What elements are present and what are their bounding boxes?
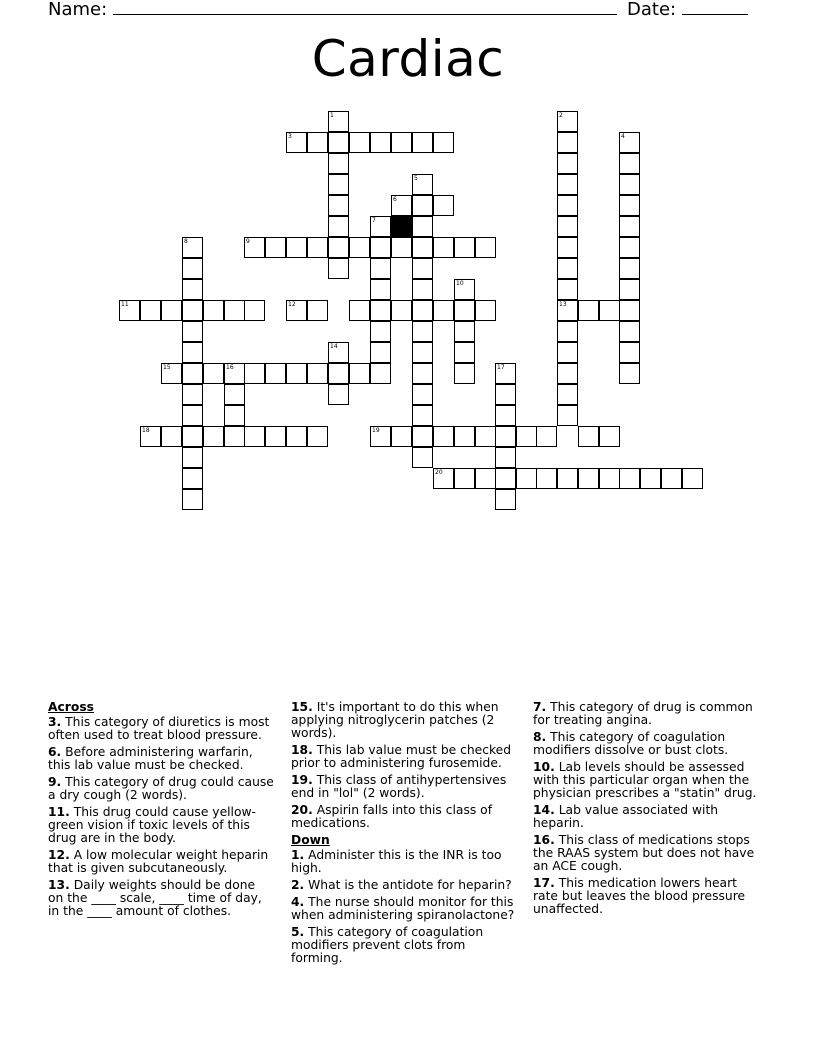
grid-cell[interactable] — [307, 426, 328, 447]
grid-cell[interactable] — [433, 195, 454, 216]
clue-item — [533, 701, 759, 727]
grid-cell[interactable] — [328, 153, 349, 174]
clue-item — [291, 701, 517, 740]
clue-item — [48, 746, 274, 772]
grid-cell[interactable] — [391, 426, 412, 447]
grid-cell[interactable] — [454, 321, 475, 342]
clue-item — [291, 744, 517, 770]
grid-cell[interactable] — [495, 468, 516, 489]
clue-number: 8. — [533, 730, 547, 744]
grid-cell[interactable] — [307, 300, 328, 321]
grid-cell[interactable] — [557, 384, 578, 405]
clue-number-label: 18 — [142, 427, 150, 434]
clue-number: 17. — [533, 876, 555, 890]
grid-cell[interactable] — [224, 426, 245, 447]
clues-column-1 — [48, 701, 274, 922]
clue-number-label: 4 — [621, 133, 625, 140]
grid-cell[interactable] — [224, 384, 245, 405]
grid-cell[interactable] — [578, 426, 599, 447]
grid-cell[interactable] — [412, 384, 433, 405]
clue-number: 14. — [533, 803, 555, 817]
grid-cell[interactable] — [391, 132, 412, 153]
grid-cell[interactable] — [370, 342, 391, 363]
clue-item — [291, 896, 517, 922]
grid-cell[interactable] — [224, 405, 245, 426]
grid-cell[interactable] — [182, 426, 203, 447]
grid-cell[interactable] — [619, 153, 640, 174]
grid-cell[interactable] — [182, 447, 203, 468]
grid-cell[interactable] — [557, 363, 578, 384]
clue-number: 11. — [48, 805, 70, 819]
clue-text: This category of diuretics is most often used to treat blood pressure. — [48, 715, 270, 742]
grid-cell[interactable] — [412, 342, 433, 363]
grid-cell[interactable] — [454, 342, 475, 363]
name-label: Name: — [48, 0, 108, 20]
clue-number-label: 10 — [456, 280, 464, 287]
clue-number: 9. — [48, 775, 62, 789]
grid-cell[interactable] — [412, 426, 433, 447]
grid-cell[interactable] — [328, 384, 349, 405]
grid-cell[interactable] — [619, 363, 640, 384]
date-label: Date: — [627, 0, 677, 20]
grid-cell[interactable] — [203, 300, 224, 321]
clue-number-label: 12 — [288, 301, 296, 308]
clue-item — [48, 849, 274, 875]
grid-cell[interactable] — [454, 237, 475, 258]
clue-number: 12. — [48, 848, 70, 862]
clue-text: Daily weights should be done on the ____ scale, ____ time of day, in the ____ amount of clothes. — [48, 878, 262, 918]
clue-number: 1. — [291, 848, 305, 862]
clue-text: This category of coagulation modifiers prevent clots from forming. — [291, 925, 484, 965]
grid-cell[interactable] — [140, 300, 161, 321]
grid-cell[interactable] — [412, 195, 433, 216]
grid-cell[interactable] — [412, 405, 433, 426]
grid-cell[interactable] — [244, 426, 265, 447]
grid-cell[interactable] — [203, 426, 224, 447]
grid-cell[interactable] — [328, 258, 349, 279]
grid-cell[interactable] — [557, 279, 578, 300]
grid-cell[interactable] — [370, 321, 391, 342]
grid-cell-blocked — [391, 216, 412, 237]
clue-text: This class of medications stops the RAAS system but does not have an ACE cough. — [533, 833, 755, 873]
clue-number-label: 5 — [414, 175, 418, 182]
grid-cell[interactable] — [328, 216, 349, 237]
clue-number: 2. — [291, 878, 305, 892]
clues-column-2 — [291, 701, 517, 969]
clue-number-label: 17 — [497, 364, 505, 371]
grid-cell[interactable] — [516, 426, 537, 447]
grid-cell[interactable] — [349, 363, 370, 384]
clue-item — [533, 877, 759, 916]
grid-cell[interactable] — [265, 237, 286, 258]
grid-cell[interactable] — [557, 195, 578, 216]
clues-column-3 — [533, 701, 759, 920]
grid-cell[interactable] — [286, 237, 307, 258]
grid-cell[interactable] — [412, 300, 433, 321]
clue-text: A low molecular weight heparin that is given subcutaneously. — [48, 848, 269, 875]
grid-cell[interactable] — [536, 426, 557, 447]
grid-cell[interactable] — [349, 300, 370, 321]
clue-number: 20. — [291, 803, 313, 817]
grid-cell[interactable] — [599, 300, 620, 321]
clue-number: 7. — [533, 700, 547, 714]
grid-cell[interactable] — [412, 216, 433, 237]
clue-item — [48, 776, 274, 802]
grid-cell[interactable] — [619, 300, 640, 321]
grid-cell[interactable] — [557, 153, 578, 174]
clue-number-label: 7 — [372, 217, 376, 224]
grid-cell[interactable] — [412, 237, 433, 258]
grid-cell[interactable] — [349, 132, 370, 153]
grid-cell[interactable] — [599, 468, 620, 489]
clue-number-label: 16 — [226, 364, 234, 371]
grid-cell[interactable] — [640, 468, 661, 489]
clue-item — [533, 761, 759, 800]
grid-cell[interactable] — [454, 468, 475, 489]
clue-item — [291, 804, 517, 830]
down-heading: Down — [291, 833, 330, 847]
clue-number-label: 9 — [246, 238, 250, 245]
clue-item — [291, 849, 517, 875]
clue-number: 19. — [291, 773, 313, 787]
clue-item — [48, 806, 274, 845]
grid-cell[interactable] — [475, 468, 496, 489]
clue-number: 18. — [291, 743, 313, 757]
grid-cell[interactable] — [286, 426, 307, 447]
clue-text: It's important to do this when applying nitroglycerin patches (2 words). — [291, 700, 499, 740]
clue-text: The nurse should monitor for this when administering spiranolactone? — [291, 895, 515, 922]
grid-cell[interactable] — [370, 258, 391, 279]
grid-cell[interactable] — [412, 363, 433, 384]
clue-number: 5. — [291, 925, 305, 939]
grid-cell[interactable] — [619, 279, 640, 300]
grid-cell[interactable] — [182, 468, 203, 489]
clue-item — [533, 834, 759, 873]
grid-cell[interactable] — [286, 363, 307, 384]
grid-cell[interactable] — [619, 258, 640, 279]
clue-text: Lab value associated with heparin. — [533, 803, 719, 830]
grid-cell[interactable] — [495, 426, 516, 447]
clue-text: This drug could cause yellow-green vision if toxic levels of this drug are in the body. — [48, 805, 256, 845]
grid-cell[interactable] — [328, 174, 349, 195]
grid-cell[interactable] — [557, 174, 578, 195]
page-title: Cardiac — [311, 30, 505, 88]
clue-item — [291, 926, 517, 965]
grid-cell[interactable] — [412, 447, 433, 468]
clue-text: This category of drug could cause a dry cough (2 words). — [48, 775, 274, 802]
grid-cell[interactable] — [682, 468, 703, 489]
grid-cell[interactable] — [516, 468, 537, 489]
grid-cell[interactable] — [391, 300, 412, 321]
grid-cell[interactable] — [557, 321, 578, 342]
grid-cell[interactable] — [557, 216, 578, 237]
grid-cell[interactable] — [578, 468, 599, 489]
grid-cell[interactable] — [557, 237, 578, 258]
grid-cell[interactable] — [578, 300, 599, 321]
grid-cell[interactable] — [536, 468, 557, 489]
grid-cell[interactable] — [182, 279, 203, 300]
clue-number-label: 2 — [559, 112, 563, 119]
grid-cell[interactable] — [349, 237, 370, 258]
grid-cell[interactable] — [244, 300, 265, 321]
grid-cell[interactable] — [182, 258, 203, 279]
grid-cell[interactable] — [433, 426, 454, 447]
grid-cell[interactable] — [619, 342, 640, 363]
clue-number-label: 15 — [163, 364, 171, 371]
grid-cell[interactable] — [454, 300, 475, 321]
grid-cell[interactable] — [182, 363, 203, 384]
clue-number-label: 8 — [184, 238, 188, 245]
clue-number-label: 13 — [559, 301, 567, 308]
clue-number: 10. — [533, 760, 555, 774]
grid-cell[interactable] — [619, 174, 640, 195]
clue-text: This category of drug is common for treating angina. — [533, 700, 753, 727]
clue-number-label: 20 — [435, 469, 443, 476]
grid-cell[interactable] — [182, 342, 203, 363]
clue-number: 3. — [48, 715, 62, 729]
grid-cell[interactable] — [370, 363, 391, 384]
grid-cell[interactable] — [307, 363, 328, 384]
clue-text: Administer this is the INR is too high. — [291, 848, 502, 875]
grid-cell[interactable] — [244, 363, 265, 384]
grid-cell[interactable] — [161, 300, 182, 321]
clue-item — [533, 731, 759, 757]
grid-cell[interactable] — [328, 237, 349, 258]
clue-text: This class of antihypertensives end in "lol" (2 words). — [291, 773, 507, 800]
clue-item — [291, 879, 517, 892]
grid-cell[interactable] — [557, 132, 578, 153]
clue-number-label: 19 — [372, 427, 380, 434]
grid-cell[interactable] — [454, 426, 475, 447]
clue-item — [533, 804, 759, 830]
clue-text: Lab levels should be assessed with this particular organ when the physician prescribes a "statin" drug. — [533, 760, 757, 800]
grid-cell[interactable] — [619, 468, 640, 489]
grid-cell[interactable] — [307, 237, 328, 258]
grid-cell[interactable] — [412, 321, 433, 342]
clue-number-label: 3 — [288, 133, 292, 140]
grid-cell[interactable] — [619, 321, 640, 342]
grid-cell[interactable] — [495, 405, 516, 426]
grid-cell[interactable] — [370, 279, 391, 300]
grid-cell[interactable] — [433, 237, 454, 258]
grid-cell[interactable] — [495, 384, 516, 405]
clue-number: 4. — [291, 895, 305, 909]
grid-cell[interactable] — [619, 195, 640, 216]
grid-cell[interactable] — [307, 132, 328, 153]
clue-number-label: 14 — [330, 343, 338, 350]
clue-number-label: 1 — [330, 112, 334, 119]
grid-cell[interactable] — [495, 489, 516, 510]
clue-number: 16. — [533, 833, 555, 847]
grid-cell[interactable] — [203, 363, 224, 384]
grid-cell[interactable] — [619, 237, 640, 258]
grid-cell[interactable] — [182, 300, 203, 321]
grid-cell[interactable] — [161, 426, 182, 447]
grid-cell[interactable] — [182, 489, 203, 510]
grid-cell[interactable] — [328, 363, 349, 384]
clue-item — [291, 774, 517, 800]
clue-text: Aspirin falls into this class of medications. — [291, 803, 493, 830]
grid-cell[interactable] — [557, 468, 578, 489]
grid-cell[interactable] — [475, 300, 496, 321]
grid-cell[interactable] — [391, 237, 412, 258]
clue-item — [48, 879, 274, 918]
grid-cell[interactable] — [370, 300, 391, 321]
grid-cell[interactable] — [557, 342, 578, 363]
across-heading: Across — [48, 700, 94, 714]
clue-number: 6. — [48, 745, 62, 759]
grid-cell[interactable] — [182, 384, 203, 405]
grid-cell[interactable] — [475, 426, 496, 447]
grid-cell[interactable] — [661, 468, 682, 489]
grid-cell[interactable] — [224, 300, 245, 321]
clue-text: This lab value must be checked prior to administering furosemide. — [291, 743, 512, 770]
clue-text: This category of coagulation modifiers dissolve or bust clots. — [533, 730, 729, 757]
clue-text: What is the antidote for heparin? — [304, 878, 512, 892]
grid-cell[interactable] — [265, 426, 286, 447]
grid-cell[interactable] — [557, 258, 578, 279]
grid-cell[interactable] — [265, 363, 286, 384]
grid-cell[interactable] — [433, 132, 454, 153]
grid-cell[interactable] — [182, 321, 203, 342]
grid-cell[interactable] — [328, 195, 349, 216]
clue-number: 15. — [291, 700, 313, 714]
grid-cell[interactable] — [475, 237, 496, 258]
grid-cell[interactable] — [619, 216, 640, 237]
grid-cell[interactable] — [412, 279, 433, 300]
clue-item — [48, 716, 274, 742]
grid-cell[interactable] — [182, 405, 203, 426]
clue-number-label: 6 — [393, 196, 397, 203]
clue-number: 13. — [48, 878, 70, 892]
clue-text: This medication lowers heart rate but leaves the blood pressure unaffected. — [533, 876, 746, 916]
clue-number-label: 11 — [121, 301, 129, 308]
grid-cell[interactable] — [495, 447, 516, 468]
grid-cell[interactable] — [412, 258, 433, 279]
grid-cell[interactable] — [433, 300, 454, 321]
grid-cell[interactable] — [454, 363, 475, 384]
grid-cell[interactable] — [370, 237, 391, 258]
grid-cell[interactable] — [412, 132, 433, 153]
grid-cell[interactable] — [328, 132, 349, 153]
grid-cell[interactable] — [599, 426, 620, 447]
grid-cell[interactable] — [557, 405, 578, 426]
clue-text: Before administering warfarin, this lab value must be checked. — [48, 745, 253, 772]
grid-cell[interactable] — [370, 132, 391, 153]
